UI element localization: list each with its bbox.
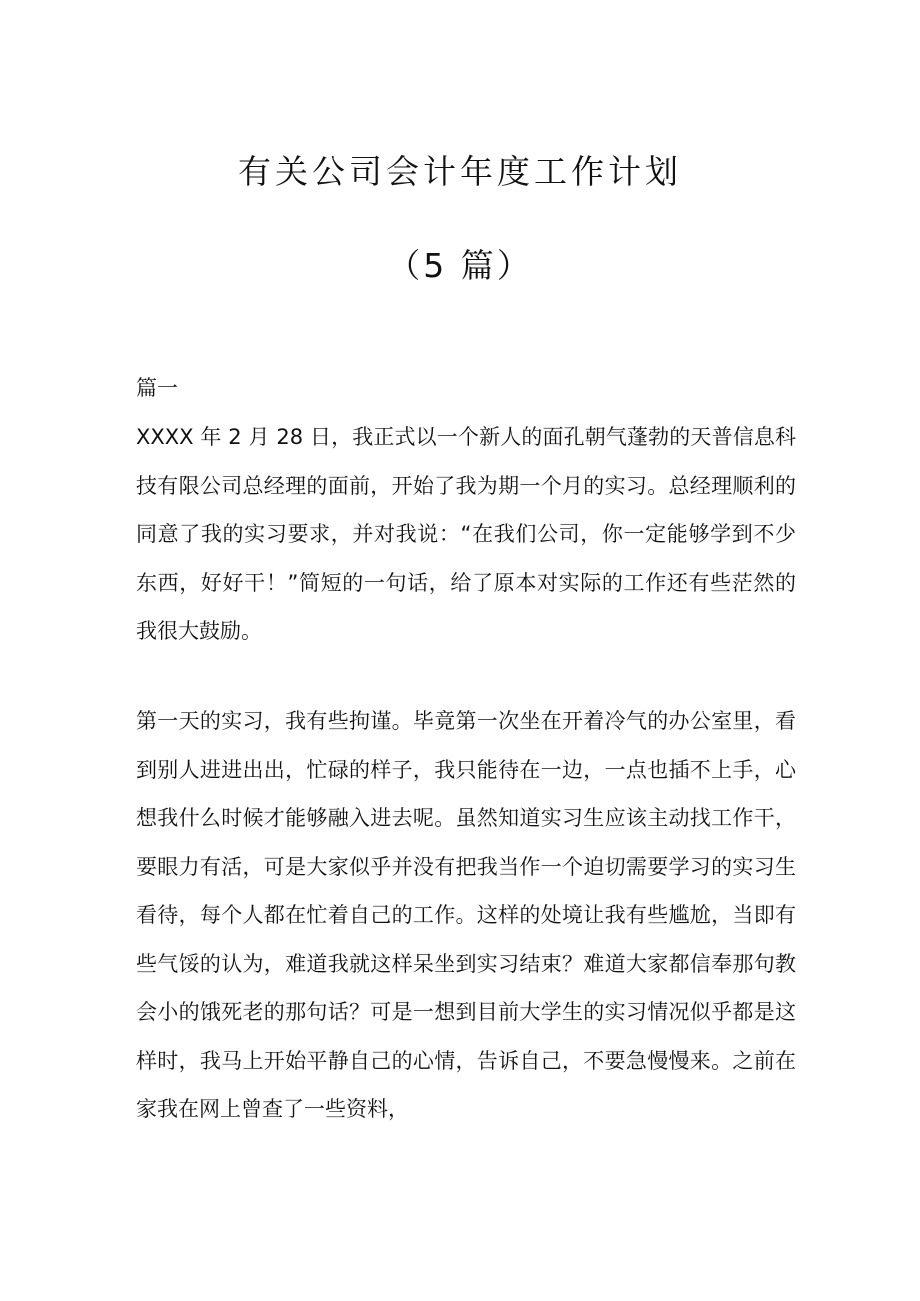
paragraph-1: XXXX 年 2 月 28 日，我正式以一个新人的面孔朝气蓬勃的天普信息科技有限公司总经理的面前，开始了我为期一个月的实习。总经理顺利的同意了我的实习要求，并对我说：“在我们公司，你一定能够学到不少东西，好好干！”简短的一句话，给了原本对实际的工作还有些茫然的我很大鼓励。 [136,425,796,643]
section-label: 篇一 [136,376,178,400]
document-title: 有关公司会计年度工作计划 [238,152,682,191]
document-subtitle: （5 篇） [387,246,533,285]
paragraph-2: 第一天的实习，我有些拘谨。毕竟第一次坐在开着冷气的办公室里，看到别人进进出出，忙碌的样子，我只能待在一边，一点也插不上手，心想我什么时候才能够融入进去呢。虽然知道实习生应该主动找工作干，要眼力有活，可是大家似乎并没有把我当作一个迫切需要学习的实习生看待，每个人都在忙着自己的工作。这样的处境让我有些尴尬，当即有些气馁的认为，难道我就这样呆坐到实习结束？难道大家都信奉那句教会小的饿死老的那句话？可是一想到目前大学生的实习情况似乎都是这样时，我马上开始平静自己的心情，告诉自己，不要急慢慢来。之前在家我在网上曾查了一些资料， [136,709,796,1121]
